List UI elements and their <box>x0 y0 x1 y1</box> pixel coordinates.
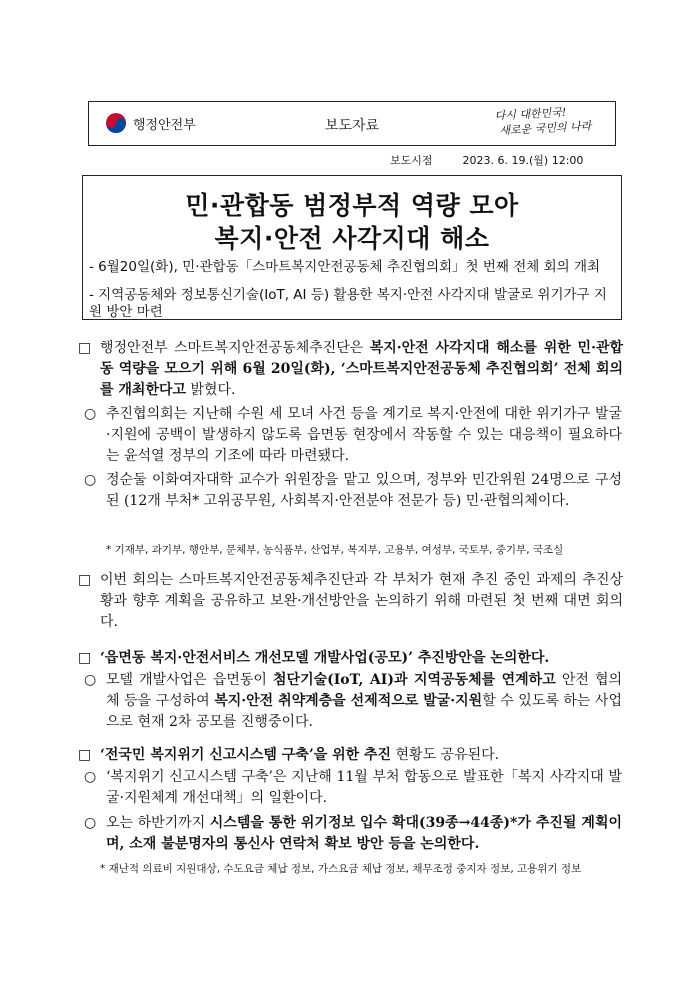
square-bullet: □ <box>78 572 92 588</box>
bullet-3-text-c: 안전 협의체 등을 구성하여 <box>106 672 623 709</box>
paragraph-4 <box>78 745 623 766</box>
bullet-5 <box>84 813 622 855</box>
bullet-4-text: ‘복지위기 신고시스템 구축’은 지난해 11월 부처 합동으로 발표한「복지 사각지대 발굴·지원체계 개선대책」의 일환이다. <box>106 769 622 806</box>
square-bullet: □ <box>78 340 92 356</box>
document-type: 보도자료 <box>324 118 380 134</box>
release-label: 보도시점 <box>390 154 433 167</box>
p1-text-c: 밝혔다. <box>186 382 236 398</box>
bullet-3-text-a: 모델 개발사업은 읍면동이 <box>106 672 274 688</box>
headline-line-2: 복지·안전 사각지대 해소 <box>214 224 490 253</box>
p1-text-a: 행정안전부 스마트복지안전공동체추진단은 <box>100 340 370 356</box>
press-header <box>88 101 616 146</box>
footnote-ministries: * 기재부, 과기부, 행안부, 문체부, 농식품부, 산업부, 복지부, 고용부, 여성부, 국토부, 중기부, 국조실 <box>106 544 564 556</box>
bullet-5-text-a: 오는 하반기까지 <box>106 815 210 831</box>
circle-bullet: ○ <box>84 672 97 688</box>
subheadline-1: - 6월20일(화), 민·관합동「스마트복지안전공동체 추진협의회」첫 번째 전체 회의 개최 <box>89 259 601 275</box>
square-bullet: □ <box>78 747 92 763</box>
bullet-2 <box>84 470 622 512</box>
bullet-3-text-e: 할 수 있도록 하는 사업으로 현재 2차 공모를 진행중이다. <box>106 693 622 730</box>
footnote-crisis-info: * 재난적 의료비 지원대상, 수도요금 체납 정보, 가스요금 체납 정보, 채무조정 중지자 정보, 고용위기 정보 <box>100 863 582 875</box>
slogan-line-1: 다시 대한민국! <box>494 105 567 123</box>
p4-text: 현황도 공유된다. <box>391 747 500 763</box>
ministry-name: 행정안전부 <box>133 117 196 133</box>
bullet-3-text-bold-1: 첨단기술(IoT, AI)과 지역공동체를 연계하고 <box>273 672 556 688</box>
bullet-5-text-bold: 시스템을 통한 위기정보 입수 확대(39종→44종)*가 추진될 계획이며, 소재 불분명자의 통신사 연락처 확보 방안 등을 논의한다. <box>106 815 623 852</box>
bullet-3-text-bold-2: 복지·안전 취약계층을 선제적으로 발굴·지원 <box>214 693 483 709</box>
p2-text: 이번 회의는 스마트복지안전공동체추진단과 각 부처가 현재 추진 중인 과제의 추진상황과 향후 계획을 공유하고 보완·개선방안을 논의하기 위해 마련된 첫 번째 대면 회의다. <box>100 572 623 630</box>
circle-bullet: ○ <box>84 769 97 785</box>
subheadline-2: - 지역공동체와 정보통신기술(IoT, AI 등) 활용한 복지·안전 사각지대 발굴로 위기가구 지원 방안 마련 <box>89 287 607 320</box>
release-time <box>390 152 583 168</box>
release-datetime: 2023. 6. 19.(월) 12:00 <box>462 154 584 167</box>
p1-text-bold: 복지·안전 사각지대 해소를 위한 민·관합동 역량을 모으기 위해 6월 20일(화), ‘스마트복지안전공동체 추진협의회’ 전체 회의를 개최한다고 <box>100 340 623 398</box>
slogan <box>494 104 591 139</box>
headline-line-1: 민·관합동 범정부적 역량 모아 <box>185 191 519 220</box>
p3-text: ‘읍면동 복지·안전서비스 개선모델 개발사업(공모)’ 추진방안을 논의한다. <box>100 650 550 666</box>
bullet-2-text: 정순둘 이화여자대학 교수가 위원장을 맡고 있으며, 정부와 민간위원 24명으로 구성된 (12개 부처* 고위공무원, 사회복지·안전분야 전문가 등) 민·관협의체이다. <box>106 472 622 509</box>
paragraph-2 <box>78 570 623 633</box>
bullet-1-text: 추진협의회는 지난해 수원 세 모녀 사건 등을 계기로 복지·안전에 대한 위기가구 발굴·지원에 공백이 발생하지 않도록 읍면동 현장에서 작동할 수 있는 대응책이 필요하다는 윤석열 정부의 기조에 따라 마련됐다. <box>106 406 622 464</box>
paragraph-1 <box>78 338 623 401</box>
slogan-line-2: 새로운 국민의 나라 <box>499 119 592 138</box>
circle-bullet: ○ <box>84 815 97 831</box>
paragraph-3 <box>78 648 623 669</box>
square-bullet: □ <box>78 650 92 666</box>
bullet-3 <box>84 670 622 733</box>
p4-text-bold: ‘전국민 복지위기 신고시스템 구축’을 위한 추진 <box>100 747 392 763</box>
circle-bullet: ○ <box>84 472 97 488</box>
bullet-1 <box>84 404 622 467</box>
circle-bullet: ○ <box>84 406 97 422</box>
title-box <box>82 175 622 320</box>
bullet-4 <box>84 767 622 809</box>
